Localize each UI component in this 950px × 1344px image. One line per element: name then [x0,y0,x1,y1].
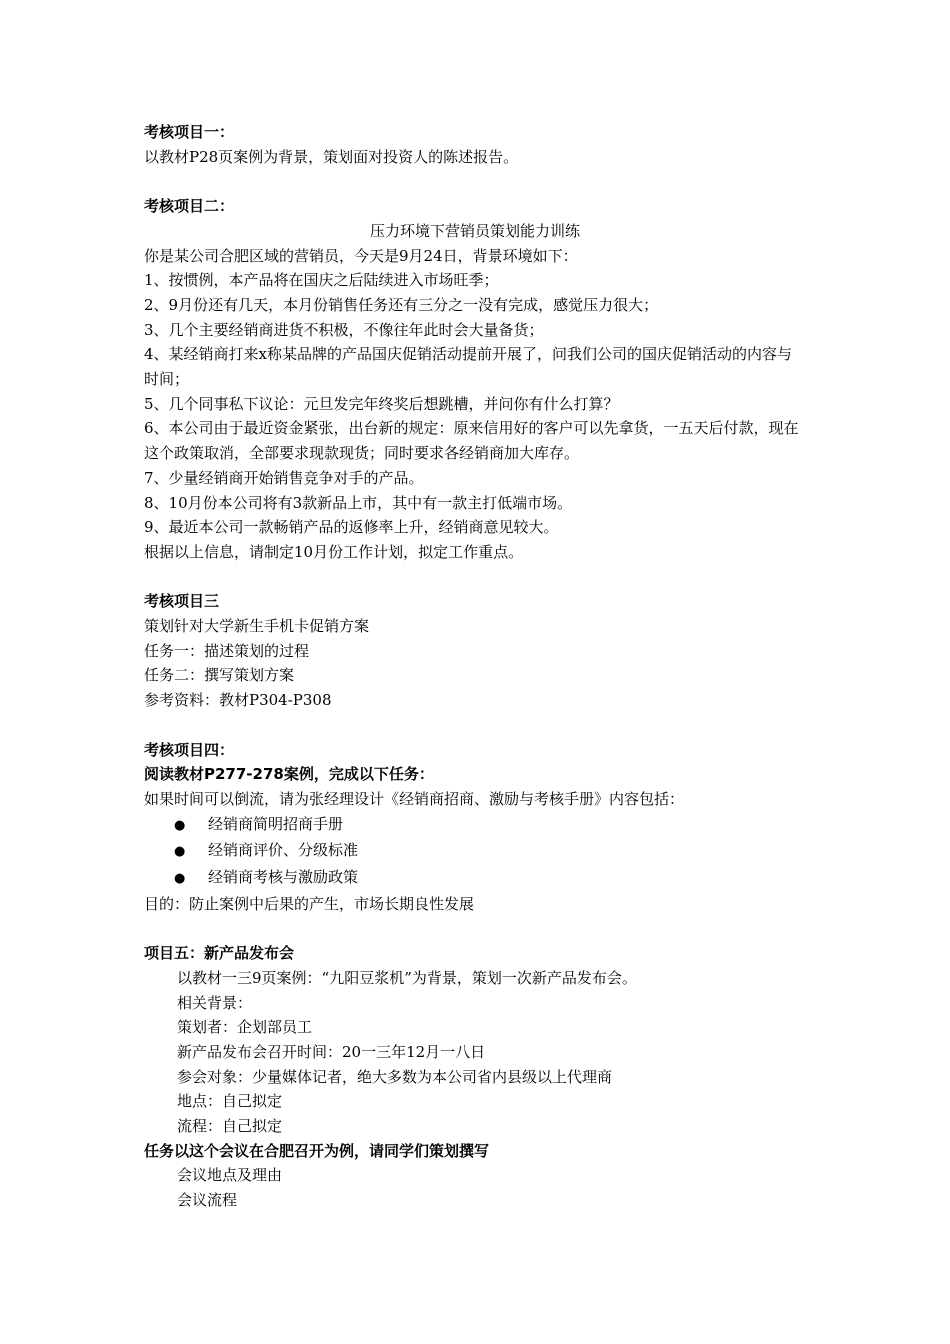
section5-line: 流程：自己拟定 [177,1117,283,1136]
section2-item: 6、本公司由于最近资金紧张，出台新的规定：原来信用好的客户可以先拿货，一五天后付款，现在这个政策取消，全部要求现款现货；同时要求各经销商加大库存。 [144,419,799,463]
section2-item: 7、少量经销商开始销售竞争对手的产品。 [144,468,424,487]
section4-intro: 如果时间可以倒流，请为张经理设计《经销商招商、激励与考核手册》内容包括： [144,789,685,808]
section2-conclusion: 根据以上信息，请制定10月份工作计划，拟定工作重点。 [144,542,524,561]
section3-line: 任务一：描述策划的过程 [144,641,310,660]
bullet-item [144,865,806,892]
section2-item: 8、10月份本公司将有3款新品上市，其中有一款主打低端市场。 [144,493,573,512]
section4-purpose: 目的：防止案例中后果的产生，市场长期良性发展 [144,894,475,913]
spacer [144,565,806,590]
section3-line: 策划针对大学新生手机卡促销方案 [144,617,370,636]
spacer [144,916,806,941]
section2-intro: 你是某公司合肥区域的营销员，今天是9月24日，背景环境如下： [144,246,578,265]
spacer [144,713,806,738]
section5-line: 相关背景： [177,993,253,1012]
section1-text: 以教材P28页案例为背景，策划面对投资人的陈述报告。 [144,147,519,166]
section3-line: 任务二：撰写策划方案 [144,666,295,685]
section2-heading: 考核项目二： [144,197,235,216]
bullet-icon: ● [174,871,186,887]
section3-heading: 考核项目三 [144,592,220,611]
section5-line: 新产品发布会召开时间：20一三年12月一八日 [177,1042,486,1061]
section2-title: 压力环境下营销员策划能力训练 [369,221,580,240]
section4-heading: 考核项目四： [144,740,235,759]
section2-item: 2、9月份还有几天，本月份销售任务还有三分之一没有完成，感觉压力很大； [144,295,659,314]
section5-task-line: 会议地点及理由 [177,1166,283,1185]
section2-item: 5、几个同事私下议论：元旦发完年终奖后想跳槽，并问你有什么打算？ [144,394,619,413]
section3-line: 参考资料：教材P304-P308 [144,691,332,710]
spacer [144,169,806,194]
section2-item: 4、某经销商打来x称某品牌的产品国庆促销活动提前开展了，问我们公司的国庆促销活动的内容与时间； [144,345,793,389]
section5-line: 以教材一三9页案例：“九阳豆浆机”为背景，策划一次新产品发布会。 [177,968,637,987]
section1-heading: 考核项目一： [144,123,235,141]
section5-line: 参会对象：少量媒体记者，绝大多数为本公司省内县级以上代理商 [177,1067,613,1086]
bullet-item [144,812,806,839]
section5-task-line: 会议流程 [177,1191,238,1210]
section5-line: 策划者：企划部员工 [177,1018,313,1037]
section2-item: 3、几个主要经销商进货不积极，不像往年此时会大量备货； [144,320,544,339]
section2-item: 9、最近本公司一款畅销产品的返修率上升，经销商意见较大。 [144,518,559,537]
bullet-icon: ● [174,844,186,860]
document-page [144,120,806,1213]
bullet-text: 经销商考核与激励政策 [208,868,359,887]
bullet-item [144,838,806,865]
section4-subheading: 阅读教材P277-278案例，完成以下任务： [144,765,434,784]
bullet-text: 经销商评价、分级标准 [208,841,359,860]
section2-item: 1、按惯例，本产品将在国庆之后陆续进入市场旺季； [144,271,499,290]
section5-heading: 项目五：新产品发布会 [144,944,295,963]
section5-task-heading: 任务以这个会议在合肥召开为例，请同学们策划撰写 [144,1141,490,1160]
section5-line: 地点：自己拟定 [177,1092,283,1111]
bullet-icon: ● [174,817,186,833]
bullet-text: 经销商简明招商手册 [208,814,344,833]
